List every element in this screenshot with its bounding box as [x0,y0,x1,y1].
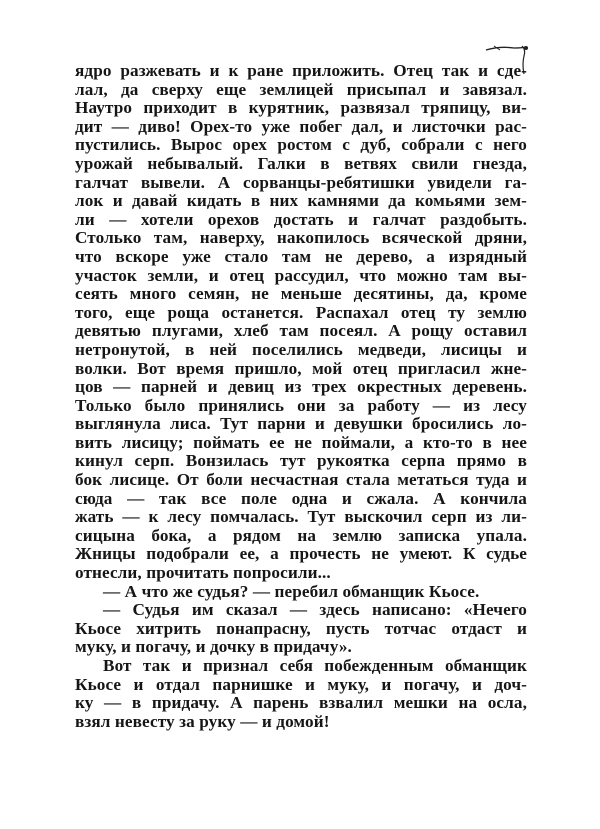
text-line: девятью плугами, хлеб там посеял. А рощу оставил [75,321,527,341]
text-line: нетронутой, в ней поселились медведи, лисицы и [75,339,527,359]
text-line: дит — диво! Орех-то уже побег дал, и листочки рас- [75,116,527,136]
text-line: — А что же судья? — перебил обманщик Кьосе. [103,581,480,601]
text-line: волки. Вот время пришло, мой отец пригласил жне- [75,358,527,378]
text-line: урожай небывалый. Галки в ветвях свили гнезда, [75,153,527,173]
text-line: вить лисицу; поймать ее не поймали, а кто-то в нее [75,432,527,452]
text-line: жать — к лесу помчалась. Тут выскочил серп из ли- [75,507,527,527]
text-line: сицына бока, а рядом на землю записка упала. [75,525,527,545]
text-line: кинул серп. Вонзилась тут рукоятка серпа прямо в [75,451,527,471]
text-line: сюда — так все поле одна и сжала. А кончила [75,488,527,508]
text-line: пустились. Вырос орех ростом с дуб, собрали с него [75,135,527,155]
text-line: выглянула лиса. Тут парни и девушки бросились ло- [75,414,527,434]
text-line: Только было принялись они за работу — из лесу [75,395,527,415]
text-line: ядро разжевать и к ране приложить. Отец так и сде- [75,61,527,80]
text-line: участок земли, и отец рассудил, что можно там вы- [75,265,527,285]
text-line: лок и давай кидать в них камнями да комьями зем- [75,191,527,211]
text-line: Жницы подобрали ее, а прочесть не умеют. К судье [75,544,527,564]
text-line: Вот так и признал себя побежденным обманщик [103,656,527,675]
text-line: взял невесту за руку — и домой! [75,711,330,731]
text-line: Кьосе и отдал парнишке и муку, и погачу, и доч- [75,674,527,694]
text-line: цов — парней и девиц из трех окрестных деревень. [75,377,527,397]
text-line: Кьосе хитрить понапрасну, пусть тотчас отдаст и [75,618,527,638]
text-line: сеять много семян, не меньше десятины, да, кроме [75,284,527,304]
text-line: что вскоре уже стало там не дерево, а изрядный [75,246,527,266]
text-line: лал, да сверху еще землицей присыпал и завязал. [75,79,527,99]
text-line: — Судья им сказал — здесь написано: «Нечего [103,600,527,620]
text-line: Наутро приходит в курятник, развязал тряпицу, ви- [75,98,527,118]
text-line: муку, и погачу, и дочку в придачу». [75,637,352,657]
text-line: того, еще роща останется. Распахал отец ту землю [75,302,527,322]
text-line: бок лисице. От боли несчастная стала метаться туда и [75,470,527,490]
text-line: галчат вывели. А сорванцы-ребятишки увидели га- [75,172,527,192]
text-line: ку — в придачу. А парень взвалил мешки на осла, [75,693,527,713]
page-text [75,62,527,731]
text-line: Столько там, наверху, накопилось всяческой дряни, [75,228,527,248]
text-line: отнесли, прочитать попросили... [75,563,331,583]
text-line: ли — хотели орехов достать и галчат раздобыть. [75,209,527,229]
